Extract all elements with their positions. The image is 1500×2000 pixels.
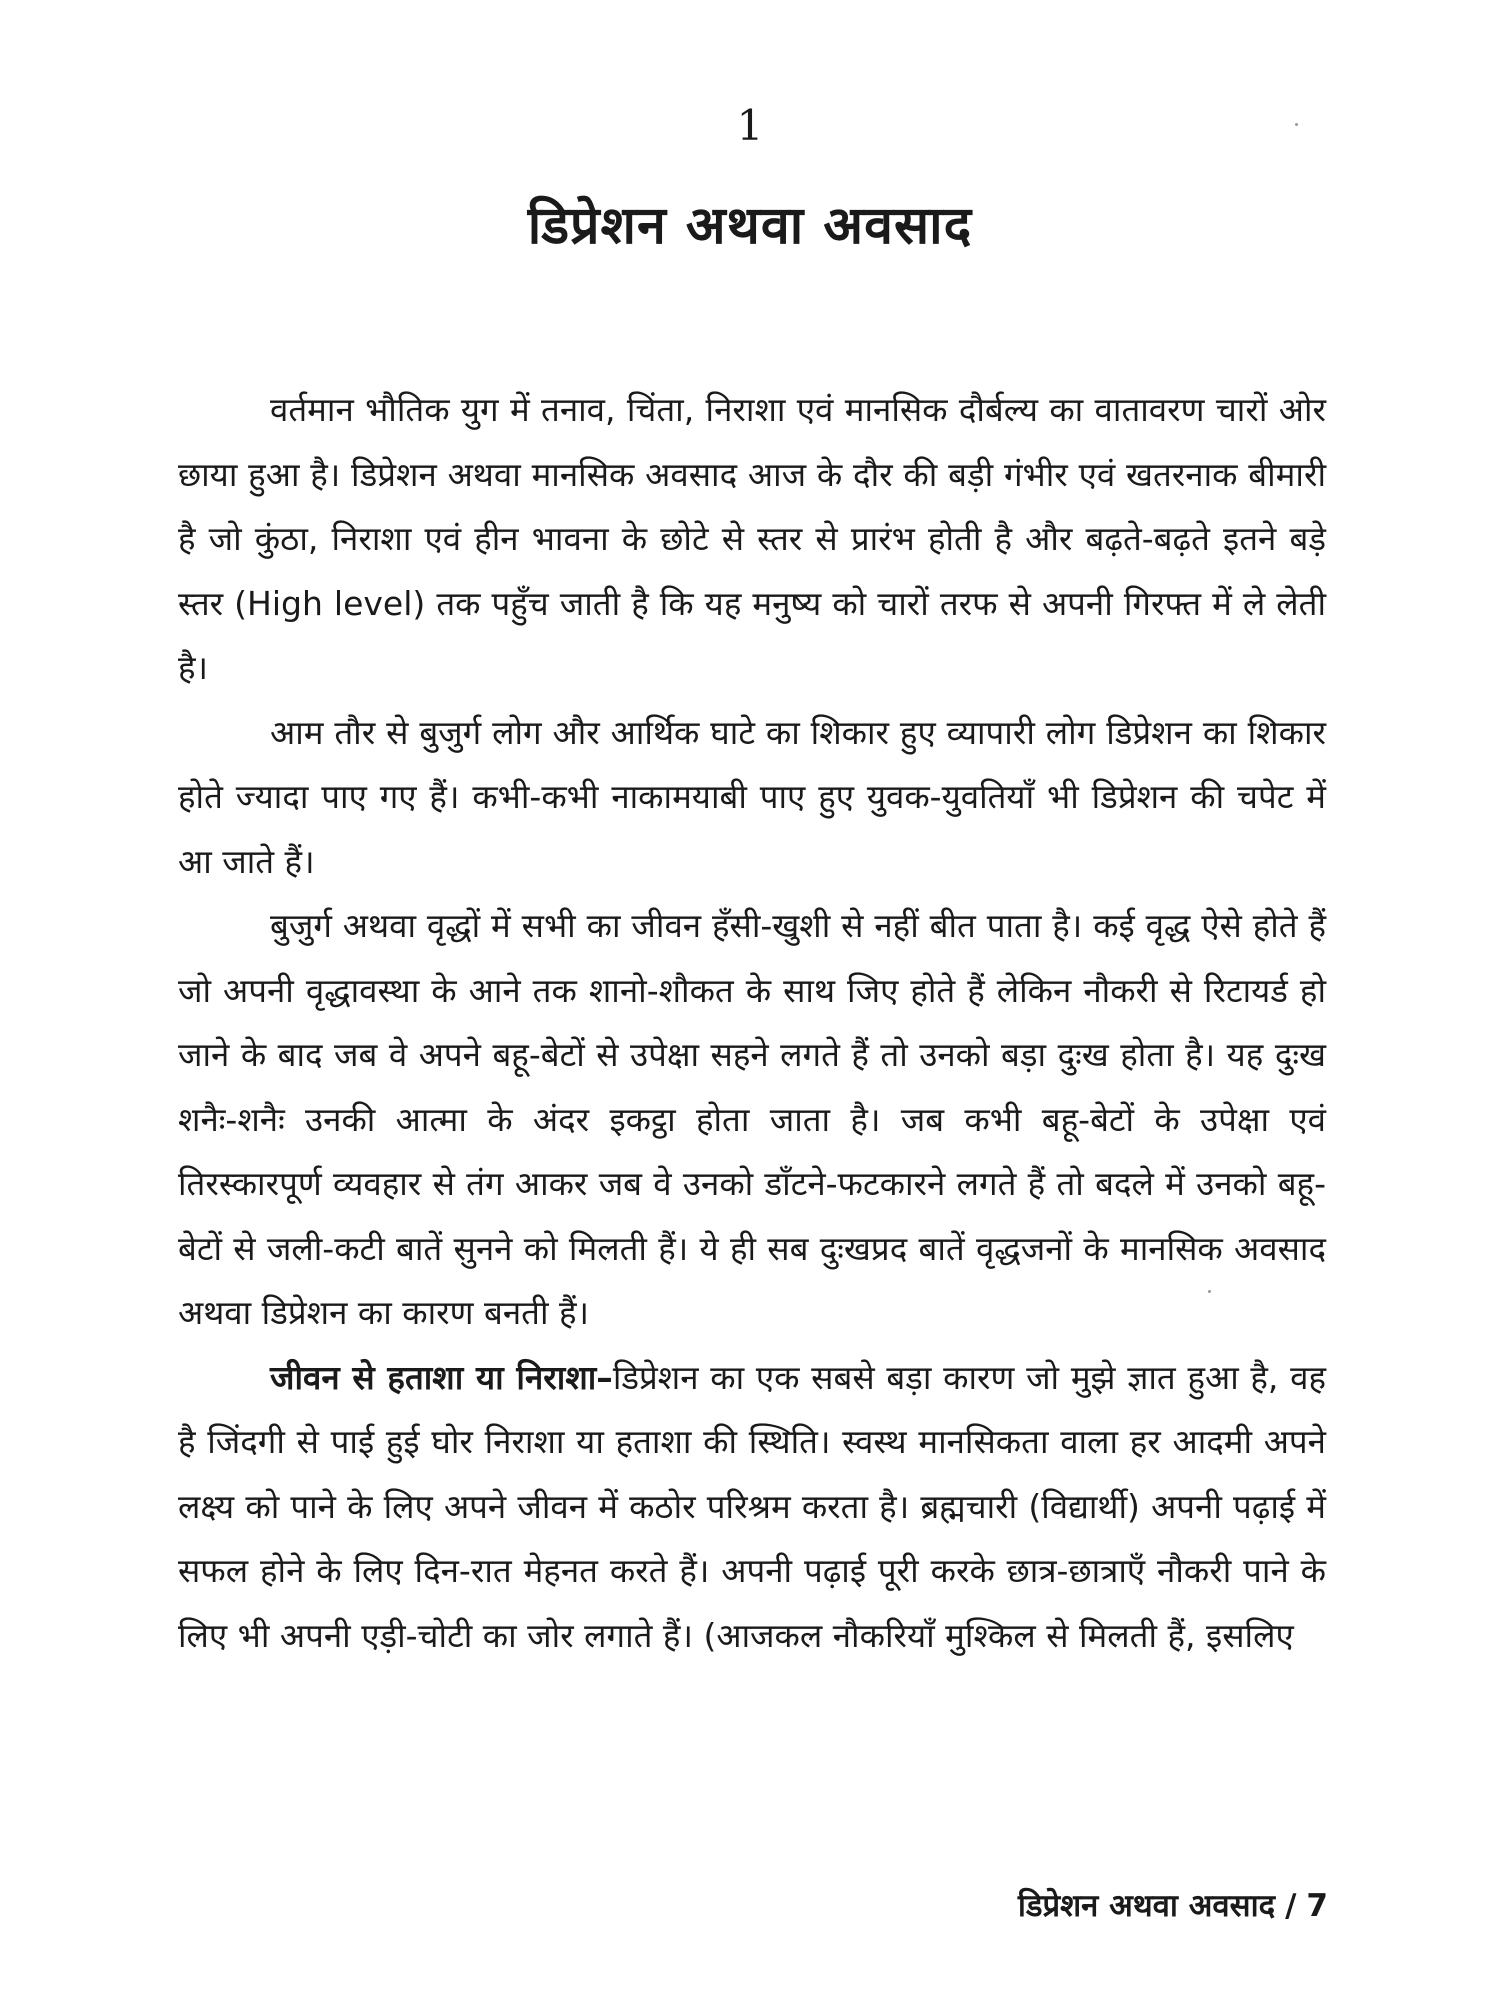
running-footer [1017, 1888, 1328, 1924]
footer-separator: / [1285, 1888, 1297, 1924]
scan-speck [1208, 1290, 1211, 1293]
paragraph-3: बुजुर्ग अथवा वृद्धों में सभी का जीवन हँसी-खुशी से नहीं बीत पाता है। कई वृद्ध ऐसे होते हैं जो अपनी वृद्धावस्था के आने तक शानो-शौकत के साथ जिए होते हैं लेकिन नौकरी से रिटायर्ड हो जाने के बाद जब वे अपने बहू-बेटों से उपेक्षा सहने लगते हैं तो उनको बड़ा दुःख होता है। यह दुःख शनैः-शनैः उनकी आत्मा के अंदर इकट्ठा होता जाता है। जब कभी बहू-बेटों के उपेक्षा एवं तिरस्कारपूर्ण व्यवहार से तंग आकर जब वे उनको डाँटने-फटकारने लगते हैं तो बदले में उनको बहू-बेटों से जली-कटी बातें सुनने को मिलती हैं। ये ही सब दुःखप्रद बातें वृद्धजनों के मानसिक अवसाद अथवा डिप्रेशन का कारण बनती हैं। [178, 906, 1326, 1332]
chapter-number: 1 [736, 101, 764, 150]
running-title: डिप्रेशन अथवा अवसाद [1017, 1888, 1276, 1924]
paragraph-2: आम तौर से बुजुर्ग लोग और आर्थिक घाटे का शिकार हुए व्यापारी लोग डिप्रेशन का शिकार होते ज्यादा पाए गए हैं। कभी-कभी नाकामयाबी पाए हुए युवक-युवतियाँ भी डिप्रेशन की चपेट में आ जाते हैं। [178, 712, 1326, 881]
paragraph-4-text: डिप्रेशन का एक सबसे बड़ा कारण जो मुझे ज्ञात हुआ है, वह है जिंदगी से पाई हुई घोर निराशा या हताशा की स्थिति। स्वस्थ मानसिकता वाला हर आदमी अपने लक्ष्य को पाने के लिए अपने जीवन में कठोर परिश्रम करता है। ब्रह्मचारी (विद्यार्थी) अपनी पढ़ाई में सफल होने के लिए दिन-रात मेहनत करते हैं। अपनी पढ़ाई पूरी करके छात्र-छात्राएँ नौकरी पाने के लिए भी अपनी एड़ी-चोटी का जोर लगाते हैं। (आजकल नौकरियाँ मुश्किल से मिलती हैं, इसलिए [178, 1357, 1327, 1655]
body-text [178, 378, 1326, 1668]
scan-speck [1295, 123, 1298, 126]
page-number: 7 [1306, 1888, 1328, 1924]
paragraph-1: वर्तमान भौतिक युग में तनाव, चिंता, निराशा एवं मानसिक दौर्बल्य का वातावरण चारों ओर छाया हुआ है। डिप्रेशन अथवा मानसिक अवसाद आज के दौर की बड़ी गंभीर एवं खतरनाक बीमारी है जो कुंठा, निराशा एवं हीन भावना के छोटे से स्तर से प्रारंभ होती है और बढ़ते-बढ़ते इतने बड़े स्तर (High level) तक पहुँच जाती है कि यह मनुष्य को चारों तरफ से अपनी गिरफ्त में ले लेती है। [178, 390, 1326, 687]
paragraph-4-lead: जीवन से हताशा या निराशा– [270, 1357, 613, 1397]
paragraph-4 [178, 1346, 1326, 1669]
chapter-title: डिप्रेशन अथवा अवसाद [527, 196, 973, 256]
